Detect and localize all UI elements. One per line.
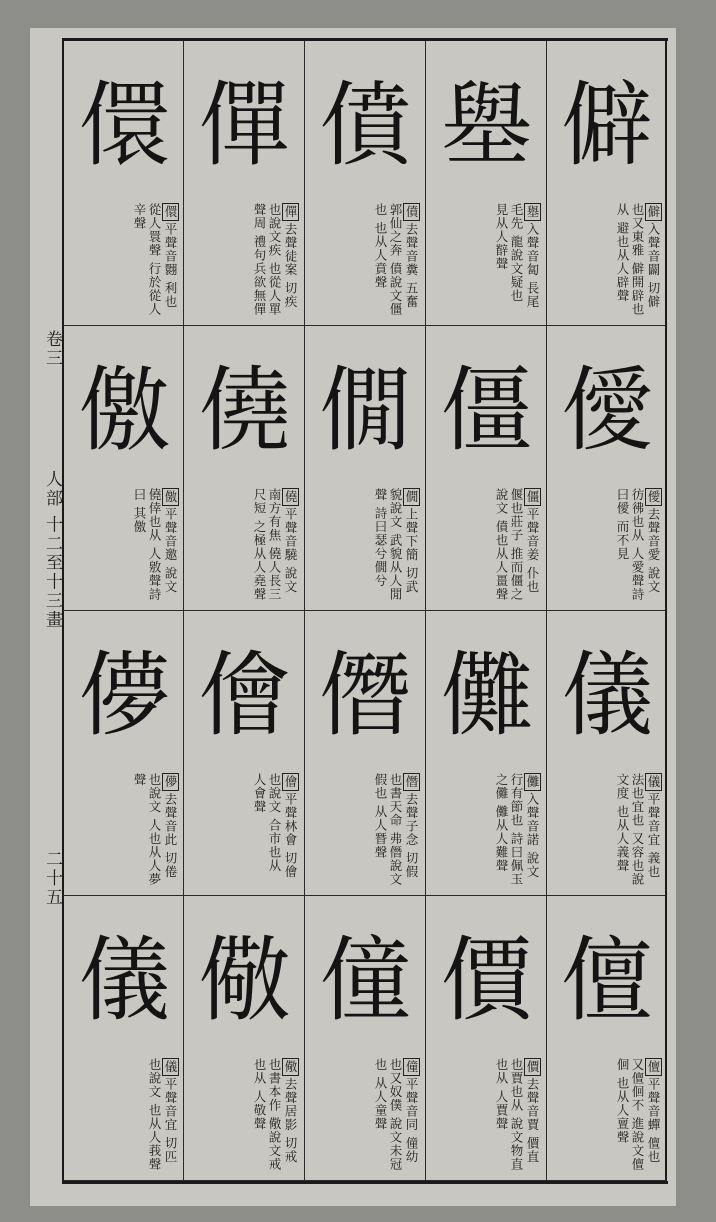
seal-script-character: 儚 [78,642,171,749]
seal-script-character: 價 [440,927,533,1034]
character-entry [425,896,546,1181]
seal-script-character: 僤 [198,72,291,179]
seal-script-character: 僮 [319,927,412,1034]
grid-row [62,326,668,611]
gloss-text: 平聲音驍 說文南方有焦 僥人長三尺短 之極从人堯聲 [252,488,298,601]
page-number: 二十五 [42,850,62,907]
entry-heading-box: 儀 [646,775,661,789]
character-entry [546,611,667,896]
seal-script-character: 僾 [561,357,654,464]
character-gloss [432,488,541,604]
gloss-text: 平聲音同 僮幼也又奴僕 說文未冠也 从人童聲 [373,1058,419,1171]
seal-script-character: 僥 [198,357,291,464]
gloss-text: 去聲居影 切戒也書本作 儆說文戒也从 人敬聲 [252,1058,298,1171]
entry-heading-box: 儀 [163,1060,178,1074]
character-gloss [311,488,420,604]
gloss-text: 平聲音邀 說文僥倖也从 人敫聲詩曰 其儌 [132,488,178,601]
seal-script-character: 僩 [319,357,412,464]
character-entry [304,326,425,611]
entry-heading-box: 僨 [404,205,419,219]
gloss-text: 入聲音闢 切僻也又東雅 僻開辟也从 避也从人辟聲 [615,203,661,316]
character-entry [62,41,183,326]
character-gloss [311,203,420,319]
seal-script-character: 儃 [561,927,654,1034]
character-gloss [553,1058,662,1174]
character-entry [304,611,425,896]
seal-script-character: 儀 [561,642,654,749]
seal-script-character: 儇 [78,72,171,179]
character-gloss [311,1058,420,1174]
character-entry [304,896,425,1181]
gloss-text: 去聲徒案 切疾也說文疾 也從人單聲周 禮句兵欲無僤 [252,203,298,316]
entry-heading-box: 儌 [163,490,178,504]
character-entry [62,896,183,1181]
character-gloss [553,773,662,889]
gloss-text: 上聲下簡 切武貌說文 武貌从人閒聲 詩曰瑟兮僩兮 [373,488,419,601]
character-entry [183,611,304,896]
seal-script-character: 僨 [319,72,412,179]
character-gloss [432,203,541,319]
gloss-text: 去聲子念 切假也書天命 弗僭說文假也 从人朁聲 [373,773,419,886]
entry-heading-box: 價 [525,1060,540,1074]
seal-script-character: 𡒊 [440,72,533,179]
grid-row [62,896,668,1181]
gloss-text: 平聲音宜 義也法也宜也 又容也說文度 也从人義聲 [615,773,661,886]
entry-heading-box: 儺 [525,775,540,789]
gloss-text: 去聲音此 切倦也說文 人也从人夢聲 [132,773,178,886]
character-entry [425,611,546,896]
character-grid [62,38,668,1184]
entry-heading-box: 儚 [163,775,178,789]
gloss-text: 去聲音愛 說文彷彿也从 人愛聲詩曰僾 而不見 [615,488,661,601]
grid-row [62,611,668,896]
section-label: 人部 十二至十三畫 [42,470,62,630]
character-entry [183,41,304,326]
character-entry [546,896,667,1181]
character-gloss [432,773,541,889]
seal-script-character: 儀 [78,927,171,1034]
character-entry [546,326,667,611]
gloss-text: 平聲音宜 切匹也說文 也从人莪聲 [147,1058,178,1171]
volume-label: 卷三 [42,330,62,368]
character-gloss [70,203,179,319]
gloss-text: 平聲林會 切儈也說文 合市也从 人會聲 [252,773,298,879]
entry-heading-box: 儃 [646,1060,661,1074]
gloss-text: 去聲音賈 價直也賈也从 說文物直也从 人賈聲 [494,1058,540,1171]
gloss-text: 入聲音諾 說文行有節也 詩曰佩玉之儺 儺从人難聲 [494,773,540,886]
character-gloss [70,1058,179,1174]
gloss-text: 平聲音翾 利也從人睘聲 行於從人辛聲 [132,203,178,316]
character-entry [425,326,546,611]
seal-script-character: 僻 [561,72,654,179]
entry-heading-box: 僵 [525,490,540,504]
entry-heading-box: 𡒊 [525,205,540,219]
character-gloss [432,1058,541,1174]
character-entry [183,326,304,611]
seal-script-character: 儈 [198,642,291,749]
gloss-text: 平聲音姜 仆也偃也莊子 推而僵之說文 僨也从人畺聲 [494,488,540,601]
entry-heading-box: 僾 [646,490,661,504]
entry-heading-box: 儈 [283,775,298,789]
page-margin-column [30,330,64,950]
gloss-text: 去聲音糞 五奮郭仙之奔 僨說文僵也 也从人賁聲 [373,203,419,316]
seal-script-character: 儆 [198,927,291,1034]
seal-script-character: 僵 [440,357,533,464]
character-entry [304,41,425,326]
entry-heading-box: 儇 [163,205,178,219]
character-gloss [190,488,299,604]
character-gloss [70,773,179,889]
character-gloss [311,773,420,889]
entry-heading-box: 僻 [646,205,661,219]
entry-heading-box: 僤 [283,205,298,219]
character-entry [62,611,183,896]
gloss-text: 平聲音蟬 儃也又儃佪不 進說文儃佪 也从人亶聲 [615,1058,661,1171]
entry-heading-box: 僩 [404,490,419,504]
entry-heading-box: 僮 [404,1060,419,1074]
character-entry [546,41,667,326]
character-gloss [190,203,299,319]
character-gloss [70,488,179,604]
seal-script-character: 儌 [78,357,171,464]
character-gloss [190,1058,299,1174]
character-entry [62,326,183,611]
character-gloss [553,488,662,604]
character-entry [425,41,546,326]
entry-heading-box: 僥 [283,490,298,504]
seal-script-character: 儺 [440,642,533,749]
grid-row [62,41,668,326]
character-gloss [190,773,299,889]
entry-heading-box: 儆 [283,1060,298,1074]
entry-heading-box: 僭 [404,775,419,789]
character-gloss [553,203,662,319]
character-entry [183,896,304,1181]
seal-script-character: 僭 [319,642,412,749]
gloss-text: 入聲音匐 長尾毛先 龍說文疑也 見从人辥聲 [494,203,540,309]
